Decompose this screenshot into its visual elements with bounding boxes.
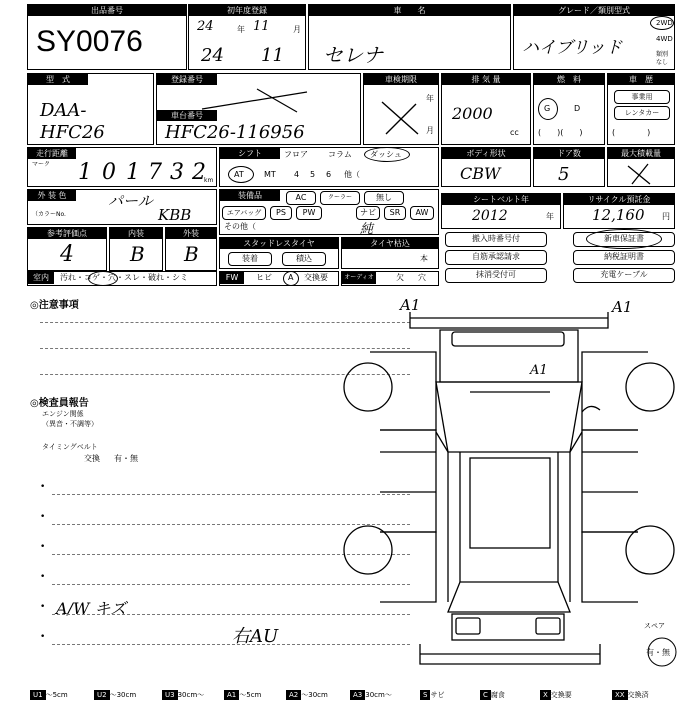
tires-label: タイヤ枯込 [342,238,438,249]
equip-pw: PW [296,206,322,220]
studless-opt2: 積込 [282,252,326,266]
legend-value: ～5cm [45,691,68,699]
first-reg-month-printed: 11 [253,19,270,34]
recycle-unit: 円 [662,212,670,221]
history-box [607,73,675,145]
shift-other: 他（ [344,170,360,179]
color-no-value: KBB [158,206,192,224]
legend-key: XX [612,690,628,700]
interior-label: 内装 [110,228,162,239]
doc-1: 新車保証書 [573,232,675,247]
interior-cond-label: 室内 [28,272,54,284]
legend-c [480,690,505,702]
model-label: 型 式 [28,74,88,85]
legend-key: C [480,690,491,700]
bullet-1: • [40,482,46,492]
interior-cond-items: 汚れ・コゲ・穴・スレ・破れ・シミ [60,273,188,282]
equip-cooler: クーラー [320,191,360,205]
doc-0: 搬入時番号付 [445,232,547,247]
equip-sr: SR [384,206,406,220]
doc-5: 充電ケーブル [573,268,675,283]
lot-number: SY0076 [36,25,143,58]
lot-box [27,4,187,70]
inspection-label: 車検期限 [364,74,438,85]
displacement-label: 排 気 量 [442,74,530,85]
legend-value: 交換要 [550,691,572,699]
equip-box [219,189,439,235]
grade-4wd: 4WD [656,35,673,43]
audio-label: オーディオ [342,272,376,284]
color-value: パール [108,192,153,210]
first-reg-month-hand: 11 [261,45,284,66]
audio-box [341,271,439,286]
mileage-digit-1: 1 [78,160,92,185]
fuel-g: G [544,104,551,113]
displacement-box [441,73,531,145]
shift-4: 4 [294,170,300,179]
fuel-label: 燃 料 [534,74,604,85]
bullet-3: • [40,542,46,552]
bullet-4: • [40,572,46,582]
belt-box [441,193,561,229]
equip-label: 装備品 [220,190,280,201]
legend-value: ～30cm [301,691,328,699]
legend-u3 [162,690,204,702]
capacity-label: 最大積載量 [608,148,674,159]
color-label: 外 装 色 [28,190,76,201]
bullet-6: • [40,632,46,642]
interior-cond-box [27,271,217,286]
body-box [441,147,531,187]
legend-value: ～5cm [239,691,262,699]
color-no-label: （カラーNo. [32,211,66,218]
legend-key: A1 [224,690,239,700]
shift-5: 5 [310,170,316,179]
history-opt2: レンタカー [614,106,670,120]
mileage-box [27,147,217,187]
interior-box [109,227,163,271]
doors-value: 5 [558,164,570,185]
report-exchange: 交換 [84,454,100,463]
doc-3: 納税証明書 [573,250,675,265]
report-label: ◎検査員報告 [30,398,89,409]
lot-label: 出品番号 [28,5,186,16]
legend-key: A2 [286,690,301,700]
first-reg-year-unit: 年 [237,25,245,34]
equip-other: その他（ [224,222,256,231]
mileage-unit: km [204,177,214,184]
studless-opt1: 装着 [228,252,272,266]
fuel-d: D [574,104,581,113]
spare-option: 有・無 [646,648,670,657]
equip-navi: ナビ [356,206,380,220]
mileage-label: 走行距離 [28,148,76,159]
legend-key: A3 [350,690,365,700]
shift-label: シフト [220,148,280,159]
grade-none: 類別 なし [656,51,669,66]
notes-label: ◎注意事項 [30,300,79,311]
legend-key: U3 [162,690,178,700]
fuel-box [533,73,605,145]
tires-box [341,237,439,269]
legend-a2 [286,690,328,702]
grade-label: グレード／類別型式 [514,5,674,16]
history-opt1: 事業用 [614,90,670,104]
spare-label: スペア [644,622,665,630]
shift-at-circle [228,166,254,183]
inspection-year-unit: 年 [426,94,434,103]
score-box [27,227,107,271]
mileage-digit-3: 1 [126,160,140,185]
report-engine: エンジン関係 （異音・不調等） [42,410,98,428]
fuel-paren: ( )( ) [538,128,583,137]
shift-dash-circle [364,147,410,162]
doors-label: ドア数 [534,148,604,159]
model-box [27,73,154,145]
interior-cond-circle [88,271,118,286]
report-ex-opts: 有・無 [114,454,138,463]
reg-box [156,73,361,145]
legend-xx [612,690,649,702]
first-reg-year-hand: 24 [201,45,224,66]
report-belt-label: タイミングベルト [42,443,98,451]
report-note-2: 右AU [232,626,279,647]
belt-unit: 年 [546,212,554,221]
doc-1-circle [586,229,662,249]
exterior-value: B [184,242,199,266]
legend-u1 [30,690,68,702]
legend-value: ～30cm [109,691,137,699]
mileage-digit-6: 2 [192,160,206,185]
chassis-value: HFC26-116956 [165,122,305,143]
body-label: ボディ形状 [442,148,530,159]
shift-column: コラム [328,150,352,159]
color-box [27,189,217,225]
mileage-mark: マーク [32,161,51,168]
doc-2: 自筋承認請求 [445,250,547,265]
equip-ps: PS [270,206,292,220]
legend-key: U2 [94,690,110,700]
first-reg-month-unit: 月 [293,25,301,34]
body-value: CBW [460,164,501,183]
bullet-2: • [40,512,46,522]
mileage-digit-2: 0 [102,160,116,185]
first-reg-year-printed: 24 [197,19,214,34]
exterior-label: 外装 [166,228,216,239]
grade-value: ハイブリッド [522,38,623,58]
inspection-cross [378,98,422,138]
bullet-5: • [40,602,46,612]
equip-ac: AC [286,191,316,205]
mileage-digit-4: 7 [148,160,162,185]
legend-value: サビ [430,691,445,699]
equip-airbag: エアバッグ [222,206,266,220]
car-diagram [340,292,690,684]
recycle-value: 12,160 [592,206,645,224]
belt-label: シートベルト年 [442,194,560,205]
mark-a1-roof: A1 [530,363,548,378]
chassis-label: 車台番号 [157,110,217,121]
fw-label: FW [220,272,244,284]
mark-a1-left: A1 [400,296,421,314]
legend-u2 [94,690,136,702]
displacement-value: 2000 [452,104,493,123]
capacity-cross [624,162,654,186]
fw-o2: A [288,273,294,282]
legend-key: X [540,690,551,700]
tires-unit: 本 [420,254,428,263]
equip-other-value: 純 [360,222,374,237]
history-paren: ( ) [612,128,651,137]
studless-label: スタッドレスタイヤ [220,238,338,249]
belt-value: 2012 [472,208,508,224]
legend-value: 30cm～ [365,691,392,699]
legend-value: 交換済 [627,691,649,699]
legend-x [540,690,572,702]
displacement-unit: cc [510,128,519,137]
grade-2wd-circle [650,16,674,30]
fw-box [219,271,339,286]
legend-key: S [420,690,430,700]
car-name-box [308,4,511,70]
legend-a1 [224,690,261,702]
shift-6: 6 [326,170,332,179]
mileage-digit-5: 3 [170,160,184,185]
car-name-value: セレナ [323,43,383,67]
model-value: DAA-HFC26 [40,100,105,143]
recycle-label: リサイクル預託金 [564,194,674,205]
shift-box [219,147,439,187]
audio-o2: 穴 [418,273,426,282]
equip-none: 無し [364,191,404,205]
fw-o3: 交換要 [304,273,328,282]
grade-box [513,4,675,70]
car-name-label: 車 名 [309,5,510,16]
shift-floor: フロア [284,150,308,159]
exterior-box [165,227,217,271]
legend-s [420,690,444,702]
legend-value: 30cm～ [177,691,205,699]
shift-dash: ダッシュ [370,150,402,159]
legend-key: U1 [30,690,46,700]
capacity-box [607,147,675,187]
audio-o1: 欠 [396,273,404,282]
fw-o1: ヒビ [256,273,272,282]
recycle-box [563,193,675,229]
legend-value: 腐食 [490,691,505,699]
shift-at: AT [234,170,244,179]
doors-box [533,147,605,187]
doc-4: 抹消受付可 [445,268,547,283]
score-label: 参考評価点 [28,228,106,239]
grade-2wd: 2WD [656,19,673,27]
inspection-month-unit: 月 [426,126,434,135]
shift-mt: MT [264,170,276,179]
history-label: 車 歴 [608,74,674,85]
score-value: 4 [60,242,74,267]
mark-a1-right: A1 [612,298,633,316]
legend-a3 [350,690,392,702]
inspection-box [363,73,439,145]
fw-o2-circle [283,271,299,286]
report-note-1: A/W キズ [56,599,127,618]
studless-box [219,237,339,269]
first-reg-box [188,4,306,70]
first-reg-label: 初年度登録 [189,5,305,16]
interior-value: B [130,242,145,266]
equip-aw: AW [410,206,434,220]
reg-label: 登録番号 [157,74,217,85]
